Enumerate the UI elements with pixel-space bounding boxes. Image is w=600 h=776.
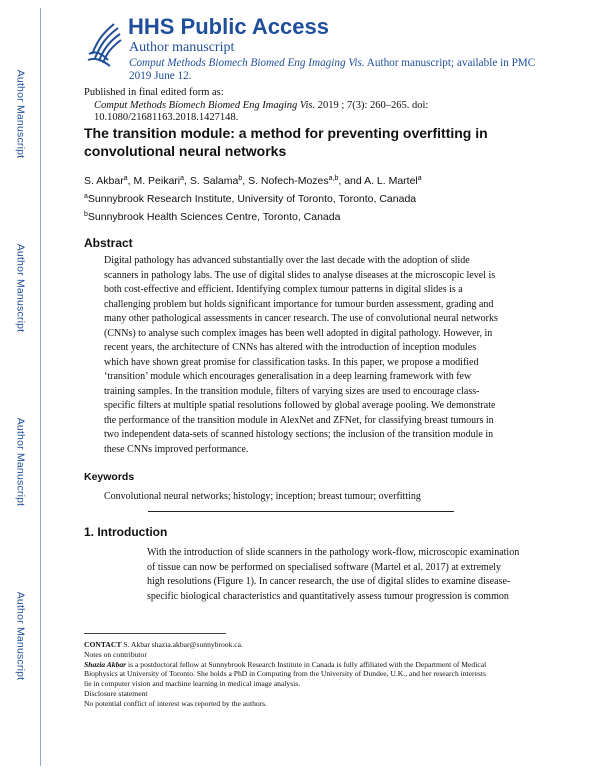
intro-heading: 1. Introduction	[84, 525, 168, 539]
keywords-heading: Keywords	[84, 471, 135, 483]
section-divider	[148, 511, 454, 512]
paper-title: The transition module: a method for preventing overfitting in convolutional neural networks	[84, 125, 488, 159]
side-label-author-manuscript: Author Manuscript	[14, 417, 27, 507]
margin-divider	[40, 8, 41, 766]
header-title: HHS Public Access	[128, 14, 329, 39]
author: M. Peikari	[133, 175, 181, 187]
footnote-divider	[84, 633, 226, 634]
author: A. L. Martel	[364, 175, 418, 187]
published-in: Published in final edited form as: Comput Methods Biomech Biomed Eng Imaging Vis. 2019 ; 7(3): 260–265. doi: 10.1080/21681163.2018.1427148.	[84, 87, 524, 125]
keywords-text: Convolutional neural networks; histology; inception; breast tumour; overfitting	[104, 491, 421, 502]
affiliation: $^b$Sunnybrook Health Sciences Centre, Toronto, Canada	[84, 211, 341, 223]
hhs-eagle-icon	[84, 20, 124, 68]
side-label-author-manuscript: Author Manuscript	[14, 69, 27, 159]
side-label-author-manuscript: Author Manuscript	[14, 591, 27, 681]
author-list: S. Akbar$^a$, M. Peikari$^a$, S. Salama$^b$, S. Nofech-Mozes$^{a,b}$, and A. L. Martel$^a$	[84, 175, 422, 187]
header-subtitle: Author manuscript	[129, 40, 235, 55]
affiliation: $^a$Sunnybrook Research Institute, University of Toronto, Toronto, Canada	[84, 193, 417, 205]
abstract-heading: Abstract	[84, 236, 133, 250]
author: S. Salama	[189, 175, 239, 187]
author: S. Akbar	[84, 175, 124, 187]
intro-body: With the introduction of slide scanners in the pathology work-flow, microscopic examination of tissue can now be performed on specialised software (Martel et al. 2017) at extremely high resolutions (Figure 1). In cancer research, the use of digital slides to examine disease- specific biological characteristics and quantitatively assess tumour progression is common	[147, 547, 520, 602]
abstract-body: Digital pathology has advanced substantially over the last decade with the adoption of slide scanners in pathology labs. The use of digital slides to analyse diseases at the microscopic level is both cost-effective and efficient. Identifying complex tumour patterns in digital slides is a challenging problem but holds significant importance for tumour burden assessment, grading and many other pathological assessments in cancer research. The use of convolutional neural networks (CNNs) to analyse such complex images has been well adopted in digital pathology. However, in recent years, the architecture of CNNs has altered with the introduction of inception modules which have shown great promise for classification tasks. In this paper, we propose a modified ‘transition’ module which encourages generalisation in a deep learning framework with few training samples. In the transition module, filters of varying sizes are used to encourage class- specific filters at multiple spatial resolutions followed by global average pooling. We demonstrate the performance of the transition module in AlexNet and ZFNet, for classifying breast tumours in two independent data-sets of scanned histology sections; the inclusion of the transition module in these CNNs improved performance.	[104, 255, 498, 455]
side-label-author-manuscript: Author Manuscript	[14, 243, 27, 333]
header-citation: Comput Methods Biomech Biomed Eng Imaging Vis. Author manuscript; available in PMC 2019 June 12.	[129, 57, 536, 82]
doi-link[interactable]: 10.1080/21681163.2018.1427148.	[94, 112, 239, 123]
author: S. Nofech-Mozes	[248, 175, 329, 187]
footnotes: CONTACT S. Akbar shazia.akbar@sunnybrook.ca. Notes on contributor Shazia Akbar is a postdoctoral fellow at Sunnybrook Research Institute in Canada is fully affiliated with the Department of Medical Biophysics at University of Toronto. She holds a PhD in Computing from the University of Dundee, U.K., and her research interests lie in computer vision and machine learning in medical image analysis. Disclosure statement No potential conflict of interest was reported by the authors.	[84, 640, 487, 708]
